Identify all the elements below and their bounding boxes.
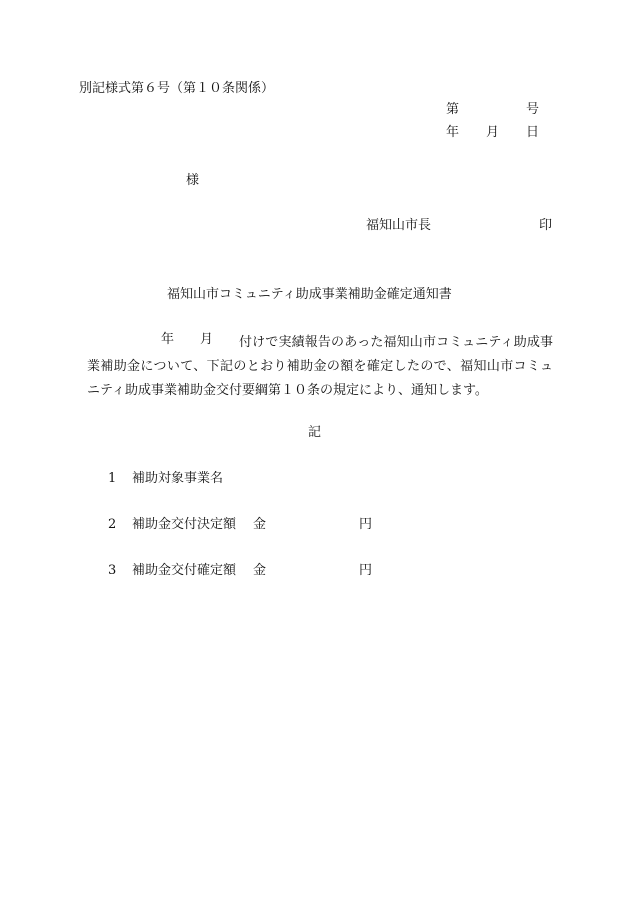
item-3-amount-prefix: 金: [253, 563, 267, 578]
issuer-seal: 印: [539, 218, 553, 233]
item-3-number: 3: [108, 563, 117, 578]
document-title: 福知山市コミュニティ助成事業補助金確定通知書: [167, 287, 452, 302]
date-year: 年: [446, 125, 460, 140]
item-1-number: 1: [108, 471, 117, 486]
doc-number-suffix: 号: [526, 102, 540, 117]
addressee-suffix: 様: [186, 173, 200, 188]
item-3-label: 補助金交付確定額: [132, 563, 237, 578]
item-3-unit: 円: [359, 563, 373, 578]
item-2-number: 2: [108, 517, 117, 532]
ki-heading: 記: [308, 425, 322, 440]
date-day: 日: [526, 125, 540, 140]
issuer-name: 福知山市長: [366, 218, 432, 233]
item-1-label: 補助対象事業名: [132, 471, 224, 486]
doc-number-prefix: 第: [446, 102, 460, 117]
item-2-unit: 円: [359, 517, 373, 532]
body-year: 年: [161, 332, 175, 347]
body-text: 付けで実績報告のあった福知山市コミュニティ助成事業補助金について、下記のとおり補助金の額を確定したので、福知山市コミュニティ助成事業補助金交付要綱第１０条の規定により、通知します。: [87, 335, 553, 398]
item-2-amount-prefix: 金: [253, 517, 267, 532]
item-2-label: 補助金交付決定額: [132, 517, 237, 532]
form-header: 別記様式第６号（第１０条関係）: [79, 81, 275, 96]
body-month: 月: [200, 332, 214, 347]
date-month: 月: [486, 125, 500, 140]
